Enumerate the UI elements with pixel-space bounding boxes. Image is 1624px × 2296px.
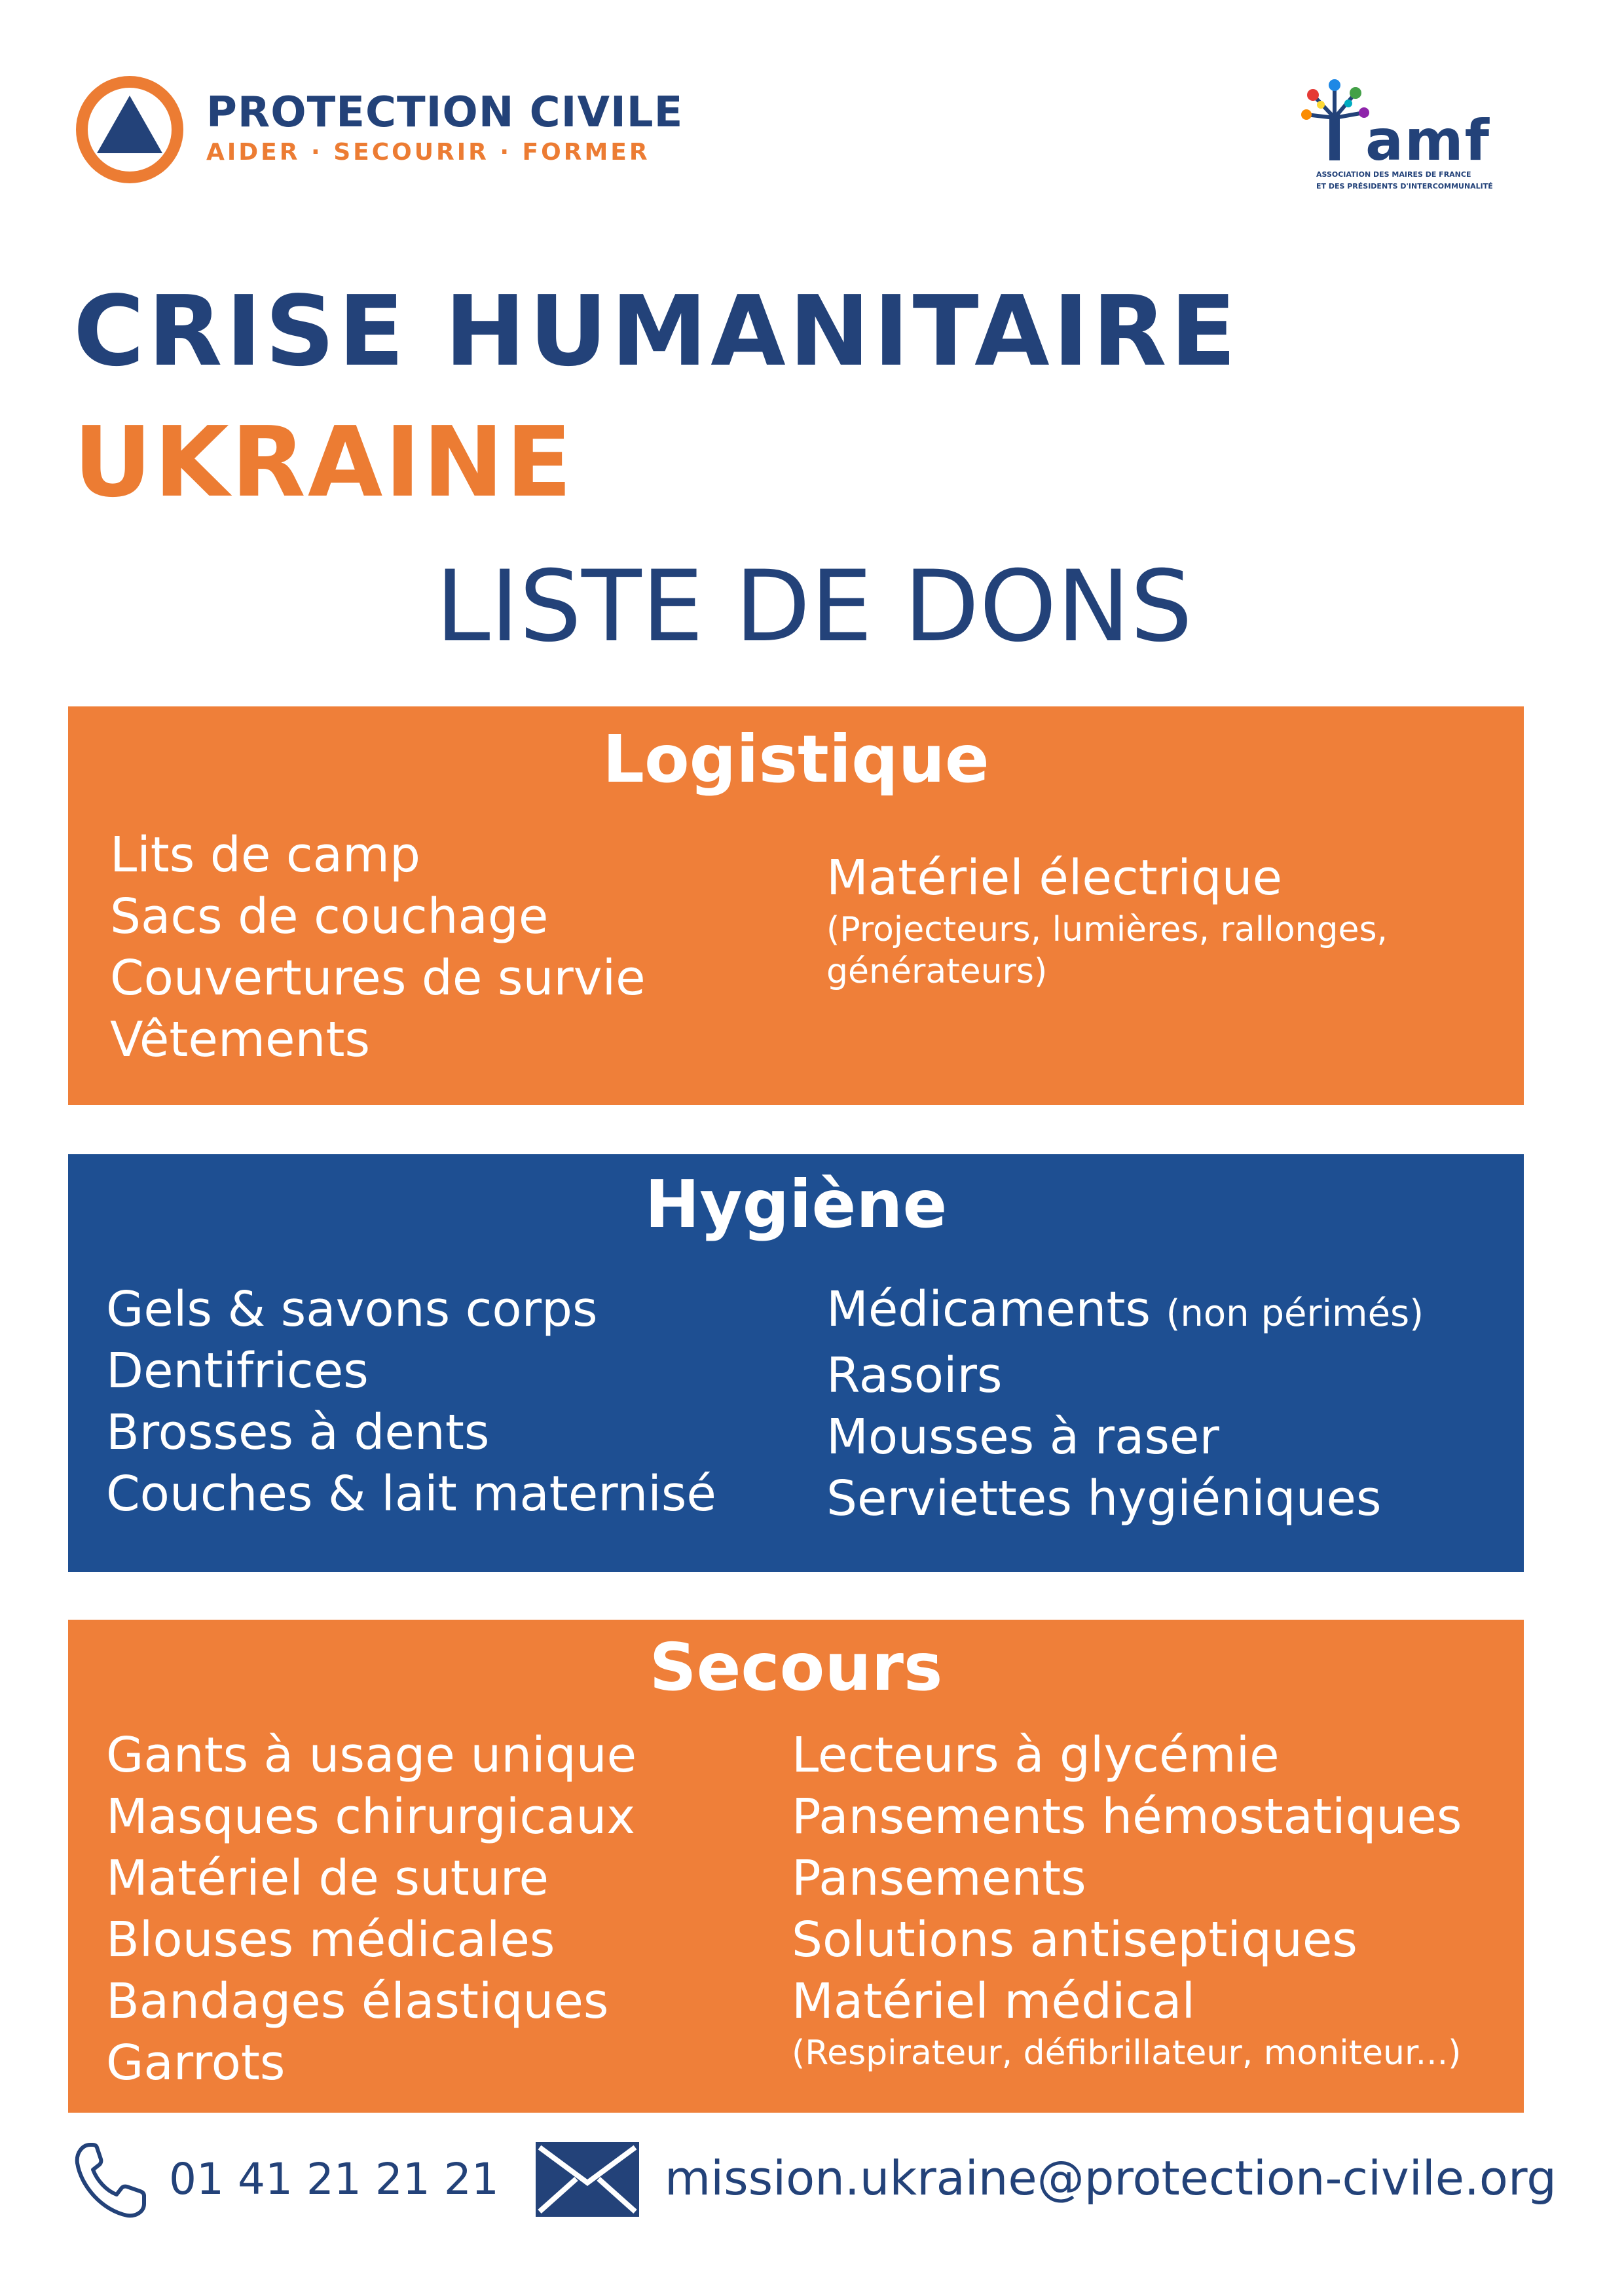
amf-wordmark: amf <box>1365 108 1491 173</box>
list-item: Matériel électrique <box>826 850 1283 906</box>
amf-tree-logo <box>1293 79 1375 164</box>
section-title-secours: Secours <box>649 1629 943 1705</box>
list-item: Matériel de suture <box>106 1850 549 1906</box>
list-item: Couvertures de survie <box>110 950 646 1006</box>
list-item: Pansements <box>792 1850 1086 1906</box>
list-item: Vêtements <box>110 1011 371 1068</box>
list-item: Sacs de couchage <box>110 888 549 945</box>
list-item-note: (Projecteurs, lumières, rallonges, <box>826 910 1388 949</box>
list-item: Garrots <box>106 2035 286 2091</box>
section-hygiene <box>68 1154 1524 1572</box>
hygiene-right-list <box>826 1279 1424 1529</box>
title-crise-humanitaire: CRISE HUMANITAIRE <box>73 275 1240 388</box>
hygiene-left-list <box>106 1279 716 1525</box>
phone-number[interactable]: 01 41 21 21 21 <box>169 2154 499 2204</box>
list-item-note: (Respirateur, défibrillateur, moniteur...) <box>792 2033 1462 2073</box>
list-item: Dentifrices <box>106 1343 369 1399</box>
list-item: Mousses à raser <box>826 1409 1219 1465</box>
organization-tagline: AIDER · SECOURIR · FORMER <box>206 139 650 166</box>
list-item: Brosses à dents <box>106 1404 490 1461</box>
section-logistique <box>68 706 1524 1105</box>
section-title-hygiene: Hygiène <box>644 1166 948 1243</box>
phone-icon <box>71 2140 149 2221</box>
section-secours <box>68 1620 1524 2113</box>
list-item: Matériel médical <box>792 1973 1196 2030</box>
secours-right-list <box>792 1724 1462 2074</box>
list-item: Rasoirs <box>826 1347 1003 1404</box>
list-item: Lits de camp <box>110 827 420 883</box>
organization-name: PROTECTION CIVILE <box>206 88 684 137</box>
list-item: Pansements hémostatiques <box>792 1789 1462 1845</box>
protection-civile-logo <box>71 71 189 189</box>
logistique-left-list <box>110 824 646 1070</box>
list-item: Couches & lait maternisé <box>106 1466 716 1522</box>
list-item: Gants à usage unique <box>106 1727 637 1783</box>
list-item: Gels & savons corps <box>106 1281 598 1338</box>
mail-icon <box>536 2142 639 2217</box>
amf-subtitle-line-1: ASSOCIATION DES MAIRES DE FRANCE <box>1316 170 1471 179</box>
list-item-note: générateurs) <box>826 952 1048 991</box>
list-item: Bandages élastiques <box>106 1973 609 2030</box>
list-item: Solutions antiseptiques <box>792 1912 1357 1968</box>
list-item <box>826 1279 1424 1345</box>
list-item: Masques chirurgicaux <box>106 1789 636 1845</box>
secours-left-list <box>106 1724 637 2094</box>
list-item-note: (non périmés) <box>1166 1292 1424 1335</box>
list-item: Lecteurs à glycémie <box>792 1727 1280 1783</box>
title-liste-de-dons: LISTE DE DONS <box>435 550 1193 664</box>
amf-subtitle-line-2: ET DES PRÉSIDENTS D'INTERCOMMUNALITÉ <box>1316 182 1493 191</box>
email-address[interactable]: mission.ukraine@protection-civile.org <box>665 2151 1557 2206</box>
list-item: Blouses médicales <box>106 1912 555 1968</box>
list-item-label: Médicaments <box>826 1281 1151 1338</box>
title-ukraine: UKRAINE <box>73 406 574 519</box>
list-item: Serviettes hygiéniques <box>826 1470 1382 1527</box>
section-title-logistique: Logistique <box>602 721 989 797</box>
logistique-right-list <box>826 847 1388 993</box>
